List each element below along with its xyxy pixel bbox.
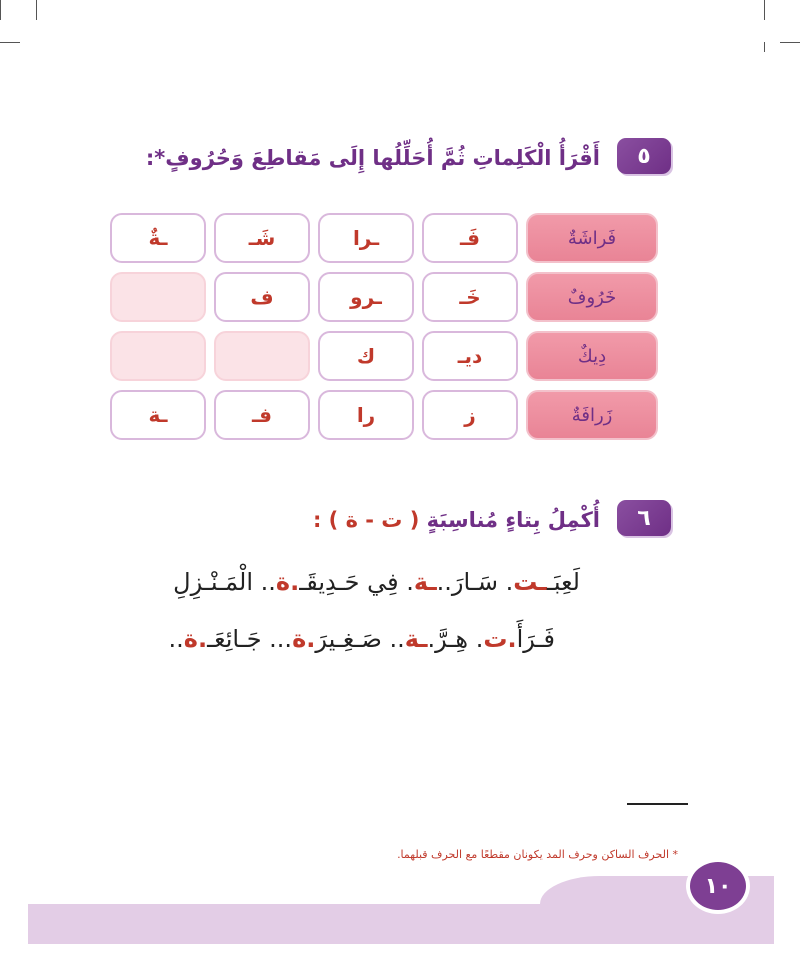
crop-mark: [780, 42, 800, 43]
syllable-cell: خَـ: [422, 272, 518, 322]
sentence-part: . فِي حَـدِيقَـ: [299, 568, 414, 596]
syllable-cell: ز: [422, 390, 518, 440]
syllable-cell: ديـ: [422, 331, 518, 381]
table-row: [106, 272, 658, 322]
word-cell: خَرُوفٌ: [526, 272, 658, 322]
syllable-cell: ك: [318, 331, 414, 381]
filled-letter: ـة: [404, 625, 428, 653]
filled-letter: .ة: [275, 568, 300, 596]
sentence-part: ... جَـائِعَـ: [207, 625, 293, 653]
crop-mark: [764, 42, 765, 52]
page-number-badge: ١٠: [686, 858, 750, 914]
crop-mark: [0, 0, 1, 20]
sentence-2: [169, 625, 555, 653]
table-row: [106, 213, 658, 263]
word-cell: زَرافَةٌ: [526, 390, 658, 440]
filled-letter: .ة: [183, 625, 208, 653]
syllable-cell: ف: [214, 272, 310, 322]
crop-mark: [36, 0, 37, 20]
sentence-part: . هِـرَّ.: [427, 625, 484, 653]
syllable-cell: فـ: [214, 390, 310, 440]
table-row: [106, 390, 658, 440]
exercise-6-number-badge: ٦: [617, 500, 671, 536]
syllable-cell: ـةٌ: [110, 213, 206, 263]
sentence-part: فَـرَأَ: [516, 625, 555, 653]
syllable-cell: ـرا: [318, 213, 414, 263]
word-cell: فَراشَةٌ: [526, 213, 658, 263]
word-cell: دِيكٌ: [526, 331, 658, 381]
crop-mark: [0, 42, 20, 43]
instruction-text: أُكْمِلُ بِتاءٍ مُناسِبَةٍ: [426, 508, 600, 532]
instruction-letters: ( ت - ة ) :: [312, 508, 420, 532]
table-row: [106, 331, 658, 381]
footer-band: [28, 904, 774, 944]
syllable-cell: ـرو: [318, 272, 414, 322]
filled-letter: .ة: [292, 625, 316, 653]
empty-cell: [110, 272, 206, 322]
sentence-part: . سَـارَ..: [436, 568, 514, 596]
filled-letter: .ت: [483, 625, 517, 653]
sentence-part: .. صَـغِـيرَ: [315, 625, 405, 653]
sentence-1: [173, 568, 580, 596]
exercise-5-instruction: أَقْرَأُ الْكَلِماتِ ثُمَّ أُحَلِّلُها إِلَى مَقاطِعَ وَحُرُوفٍ*:: [145, 146, 600, 170]
exercise-6-instruction: [313, 508, 600, 532]
sentence-part: لَعِبَـ: [546, 568, 580, 596]
exercise-5-number-badge: ٥: [617, 138, 671, 174]
sentence-part: ..: [168, 625, 184, 653]
crop-mark: [764, 0, 765, 20]
footnote: * الحرف الساكن وحرف المد يكونان مقطعًا مع الحرف قبلهما.: [397, 848, 678, 861]
footnote-rule: [627, 803, 688, 805]
syllable-cell: ـة: [110, 390, 206, 440]
empty-cell: [110, 331, 206, 381]
sentence-part: .. الْمَـنْـزِلِ: [173, 568, 276, 596]
filled-letter: ـت: [513, 568, 547, 596]
syllable-cell: فَـ: [422, 213, 518, 263]
empty-cell: [214, 331, 310, 381]
syllable-cell: شَـ: [214, 213, 310, 263]
syllable-cell: را: [318, 390, 414, 440]
filled-letter: ـة: [413, 568, 437, 596]
